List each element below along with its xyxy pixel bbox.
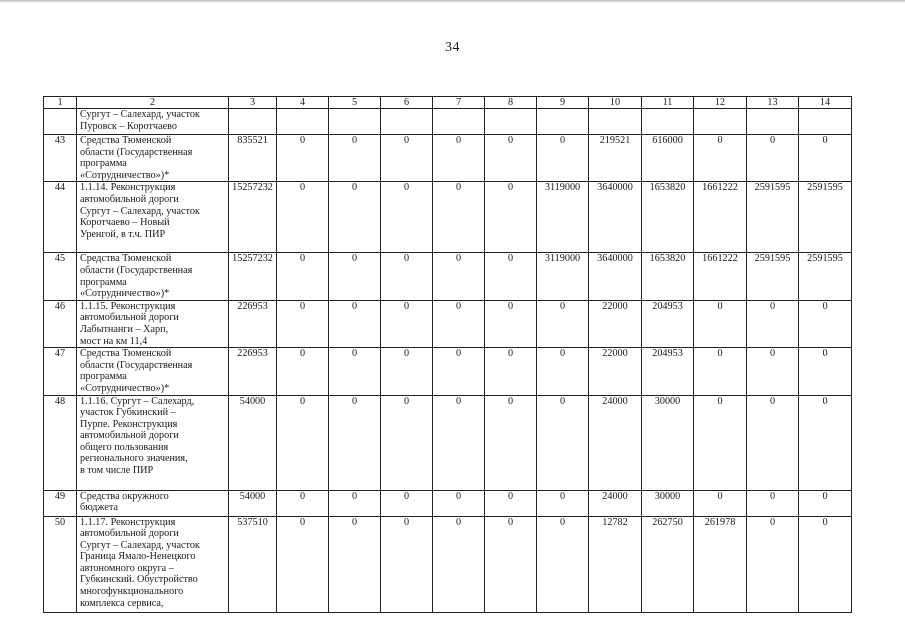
row-name <box>77 109 229 135</box>
row-value-col-8: 0 <box>485 135 537 182</box>
page-number: 34 <box>445 40 460 55</box>
row-value-col-14: 0 <box>799 300 852 347</box>
row-total: 54000 <box>229 490 277 516</box>
row-number: 45 <box>44 253 77 300</box>
row-name <box>77 182 229 253</box>
row-value-col-9 <box>537 109 589 135</box>
row-value-col-4: 0 <box>277 182 329 253</box>
row-value-col-7: 0 <box>433 253 485 300</box>
row-total: 537510 <box>229 516 277 612</box>
column-header-5: 5 <box>329 97 381 109</box>
row-total <box>229 109 277 135</box>
table-row <box>44 300 852 347</box>
row-value-col-12: 1661222 <box>694 253 747 300</box>
row-value-col-7: 0 <box>433 300 485 347</box>
row-name-line: 1.1.17. Реконструкция <box>80 516 176 528</box>
row-total: 226953 <box>229 300 277 347</box>
row-value-col-7: 0 <box>433 490 485 516</box>
column-header-12: 12 <box>694 97 747 109</box>
row-number: 49 <box>44 490 77 516</box>
row-name-line: комплекса сервиса, <box>80 597 164 609</box>
table-row <box>44 516 852 612</box>
row-value-col-11: 1653820 <box>642 182 694 253</box>
row-value-col-11: 204953 <box>642 348 694 395</box>
row-value-col-13: 0 <box>747 516 799 612</box>
column-header-4: 4 <box>277 97 329 109</box>
row-value-col-10: 12782 <box>589 516 642 612</box>
row-value-col-11: 262750 <box>642 516 694 612</box>
column-header-8: 8 <box>485 97 537 109</box>
row-name-line: общего пользования <box>80 441 169 453</box>
row-name-line: Пурпе. Реконструкция <box>80 418 178 430</box>
row-value-col-6 <box>381 109 433 135</box>
page-top-edge <box>0 0 905 3</box>
row-value-col-12: 1661222 <box>694 182 747 253</box>
row-value-col-5: 0 <box>329 395 381 490</box>
row-name-line: автомобильной дороги <box>80 528 179 540</box>
row-value-col-12: 0 <box>694 490 747 516</box>
row-value-col-6: 0 <box>381 348 433 395</box>
row-value-col-13: 0 <box>747 490 799 516</box>
row-value-col-10 <box>589 109 642 135</box>
row-value-col-6: 0 <box>381 253 433 300</box>
row-value-col-8: 0 <box>485 516 537 612</box>
row-value-col-9: 0 <box>537 516 589 612</box>
row-value-col-12: 0 <box>694 135 747 182</box>
row-value-col-4: 0 <box>277 253 329 300</box>
row-value-col-4: 0 <box>277 490 329 516</box>
row-value-col-7 <box>433 109 485 135</box>
row-value-col-5 <box>329 109 381 135</box>
row-value-col-6: 0 <box>381 516 433 612</box>
table-header-row <box>44 97 852 109</box>
row-number: 48 <box>44 395 77 490</box>
row-value-col-13: 2591595 <box>747 253 799 300</box>
table-row <box>44 253 852 300</box>
column-header-2: 2 <box>77 97 229 109</box>
row-value-col-9: 0 <box>537 490 589 516</box>
row-total: 835521 <box>229 135 277 182</box>
row-name-line: регионального значения, <box>80 453 188 465</box>
row-name-line: Уренгой, в т.ч. ПИР <box>80 228 166 240</box>
row-value-col-5: 0 <box>329 253 381 300</box>
row-value-col-13: 0 <box>747 300 799 347</box>
row-value-col-14 <box>799 109 852 135</box>
row-value-col-13: 2591595 <box>747 182 799 253</box>
row-value-col-10: 22000 <box>589 348 642 395</box>
row-number: 47 <box>44 348 77 395</box>
row-name-line: области (Государственная <box>80 264 193 276</box>
column-header-13: 13 <box>747 97 799 109</box>
row-value-col-9: 0 <box>537 348 589 395</box>
row-value-col-7: 0 <box>433 182 485 253</box>
row-name-line: Средства Тюменской <box>80 348 172 360</box>
row-value-col-9: 3119000 <box>537 253 589 300</box>
row-value-col-10: 219521 <box>589 135 642 182</box>
row-name-line: «Сотрудничество»)* <box>80 288 170 300</box>
row-value-col-8: 0 <box>485 348 537 395</box>
row-name-line: Сургут – Салехард, участок <box>80 205 200 217</box>
row-value-col-9: 0 <box>537 300 589 347</box>
row-name <box>77 490 229 516</box>
row-value-col-8: 0 <box>485 182 537 253</box>
row-name-line: Пуровск – Коротчаево <box>80 120 177 132</box>
row-value-col-4: 0 <box>277 348 329 395</box>
row-value-col-9: 3119000 <box>537 182 589 253</box>
row-value-col-6: 0 <box>381 490 433 516</box>
row-value-col-11: 204953 <box>642 300 694 347</box>
row-value-col-8: 0 <box>485 490 537 516</box>
row-value-col-10: 3640000 <box>589 182 642 253</box>
row-value-col-12: 261978 <box>694 516 747 612</box>
column-header-14: 14 <box>799 97 852 109</box>
row-name-line: области (Государственная <box>80 359 193 371</box>
row-value-col-13: 0 <box>747 348 799 395</box>
row-number: 44 <box>44 182 77 253</box>
row-value-col-12 <box>694 109 747 135</box>
row-total: 15257232 <box>229 182 277 253</box>
row-value-col-10: 3640000 <box>589 253 642 300</box>
row-name-line: 1.1.16. Сургут – Салехард, <box>80 395 195 407</box>
row-value-col-13: 0 <box>747 135 799 182</box>
row-value-col-7: 0 <box>433 348 485 395</box>
row-name-line: автомобильной дороги <box>80 312 179 324</box>
row-name-line: Сургут – Салехард, участок <box>80 109 200 120</box>
row-value-col-5: 0 <box>329 490 381 516</box>
row-name-line: многофункционального <box>80 586 184 598</box>
row-value-col-7: 0 <box>433 395 485 490</box>
row-name-line: программа <box>80 371 127 383</box>
row-name-line: в том числе ПИР <box>80 465 154 477</box>
row-value-col-6: 0 <box>381 395 433 490</box>
table-body <box>44 97 852 613</box>
row-value-col-12: 0 <box>694 348 747 395</box>
row-name <box>77 253 229 300</box>
row-total: 54000 <box>229 395 277 490</box>
table-row <box>44 395 852 490</box>
row-value-col-14: 2591595 <box>799 182 852 253</box>
row-name <box>77 300 229 347</box>
column-header-1: 1 <box>44 97 77 109</box>
row-value-col-11: 1653820 <box>642 253 694 300</box>
row-value-col-6: 0 <box>381 300 433 347</box>
row-value-col-7: 0 <box>433 516 485 612</box>
row-value-col-14: 0 <box>799 348 852 395</box>
row-number: 43 <box>44 135 77 182</box>
row-value-col-14: 0 <box>799 516 852 612</box>
column-header-3: 3 <box>229 97 277 109</box>
row-value-col-13: 0 <box>747 395 799 490</box>
row-name <box>77 348 229 395</box>
row-value-col-12: 0 <box>694 395 747 490</box>
row-name-line: автомобильной дороги <box>80 430 179 442</box>
row-name <box>77 395 229 490</box>
row-name-line: автономного округа – <box>80 562 174 574</box>
row-value-col-5: 0 <box>329 182 381 253</box>
row-name-line: Губкинский. Обустройство <box>80 574 198 586</box>
row-name-line: программа <box>80 158 127 170</box>
row-value-col-14: 0 <box>799 395 852 490</box>
row-value-col-4 <box>277 109 329 135</box>
row-value-col-8 <box>485 109 537 135</box>
row-value-col-4: 0 <box>277 135 329 182</box>
column-header-11: 11 <box>642 97 694 109</box>
row-value-col-11: 30000 <box>642 395 694 490</box>
row-value-col-12: 0 <box>694 300 747 347</box>
row-value-col-14: 0 <box>799 490 852 516</box>
row-name-line: Средства Тюменской <box>80 135 172 146</box>
row-number: 50 <box>44 516 77 612</box>
row-name-line: Средства Тюменской <box>80 253 172 265</box>
row-name-line: «Сотрудничество»)* <box>80 169 170 181</box>
row-value-col-10: 22000 <box>589 300 642 347</box>
row-value-col-9: 0 <box>537 135 589 182</box>
row-value-col-5: 0 <box>329 348 381 395</box>
row-value-col-8: 0 <box>485 253 537 300</box>
row-number: 46 <box>44 300 77 347</box>
row-name-line: Сургут – Салехард, участок <box>80 539 200 551</box>
table-row <box>44 182 852 253</box>
row-value-col-9: 0 <box>537 395 589 490</box>
row-value-col-11: 616000 <box>642 135 694 182</box>
row-name <box>77 135 229 182</box>
row-value-col-11: 30000 <box>642 490 694 516</box>
row-value-col-5: 0 <box>329 516 381 612</box>
row-total: 15257232 <box>229 253 277 300</box>
row-value-col-8: 0 <box>485 300 537 347</box>
row-name-line: автомобильной дороги <box>80 193 179 205</box>
row-name <box>77 516 229 612</box>
row-value-col-5: 0 <box>329 135 381 182</box>
row-name-line: области (Государственная <box>80 146 193 158</box>
row-value-col-5: 0 <box>329 300 381 347</box>
row-value-col-4: 0 <box>277 300 329 347</box>
table-row <box>44 109 852 135</box>
row-number <box>44 109 77 135</box>
row-name-line: 1.1.14. Реконструкция <box>80 182 176 194</box>
budget-table <box>43 96 852 613</box>
column-header-10: 10 <box>589 97 642 109</box>
row-name-line: программа <box>80 276 127 288</box>
row-value-col-6: 0 <box>381 135 433 182</box>
row-value-col-13 <box>747 109 799 135</box>
table-row <box>44 348 852 395</box>
row-name-line: 1.1.15. Реконструкция <box>80 300 176 312</box>
row-value-col-7: 0 <box>433 135 485 182</box>
row-value-col-4: 0 <box>277 395 329 490</box>
row-name-line: «Сотрудничество»)* <box>80 382 170 394</box>
row-name-line: бюджета <box>80 502 118 514</box>
column-header-6: 6 <box>381 97 433 109</box>
table-row <box>44 490 852 516</box>
row-value-col-11 <box>642 109 694 135</box>
row-value-col-14: 0 <box>799 135 852 182</box>
row-total: 226953 <box>229 348 277 395</box>
row-value-col-10: 24000 <box>589 490 642 516</box>
row-name-line: Граница Ямало-Ненецкого <box>80 551 196 563</box>
row-name-line: участок Губкинский – <box>80 407 176 419</box>
row-name-line: Средства окружного <box>80 490 169 502</box>
row-name-line: Лабытнанги – Харп, <box>80 323 169 335</box>
table-row <box>44 135 852 182</box>
column-header-7: 7 <box>433 97 485 109</box>
row-value-col-10: 24000 <box>589 395 642 490</box>
column-header-9: 9 <box>537 97 589 109</box>
row-name-line: Коротчаево – Новый <box>80 217 170 229</box>
row-value-col-8: 0 <box>485 395 537 490</box>
row-value-col-14: 2591595 <box>799 253 852 300</box>
row-value-col-6: 0 <box>381 182 433 253</box>
row-name-line: мост на км 11,4 <box>80 335 148 347</box>
row-value-col-4: 0 <box>277 516 329 612</box>
